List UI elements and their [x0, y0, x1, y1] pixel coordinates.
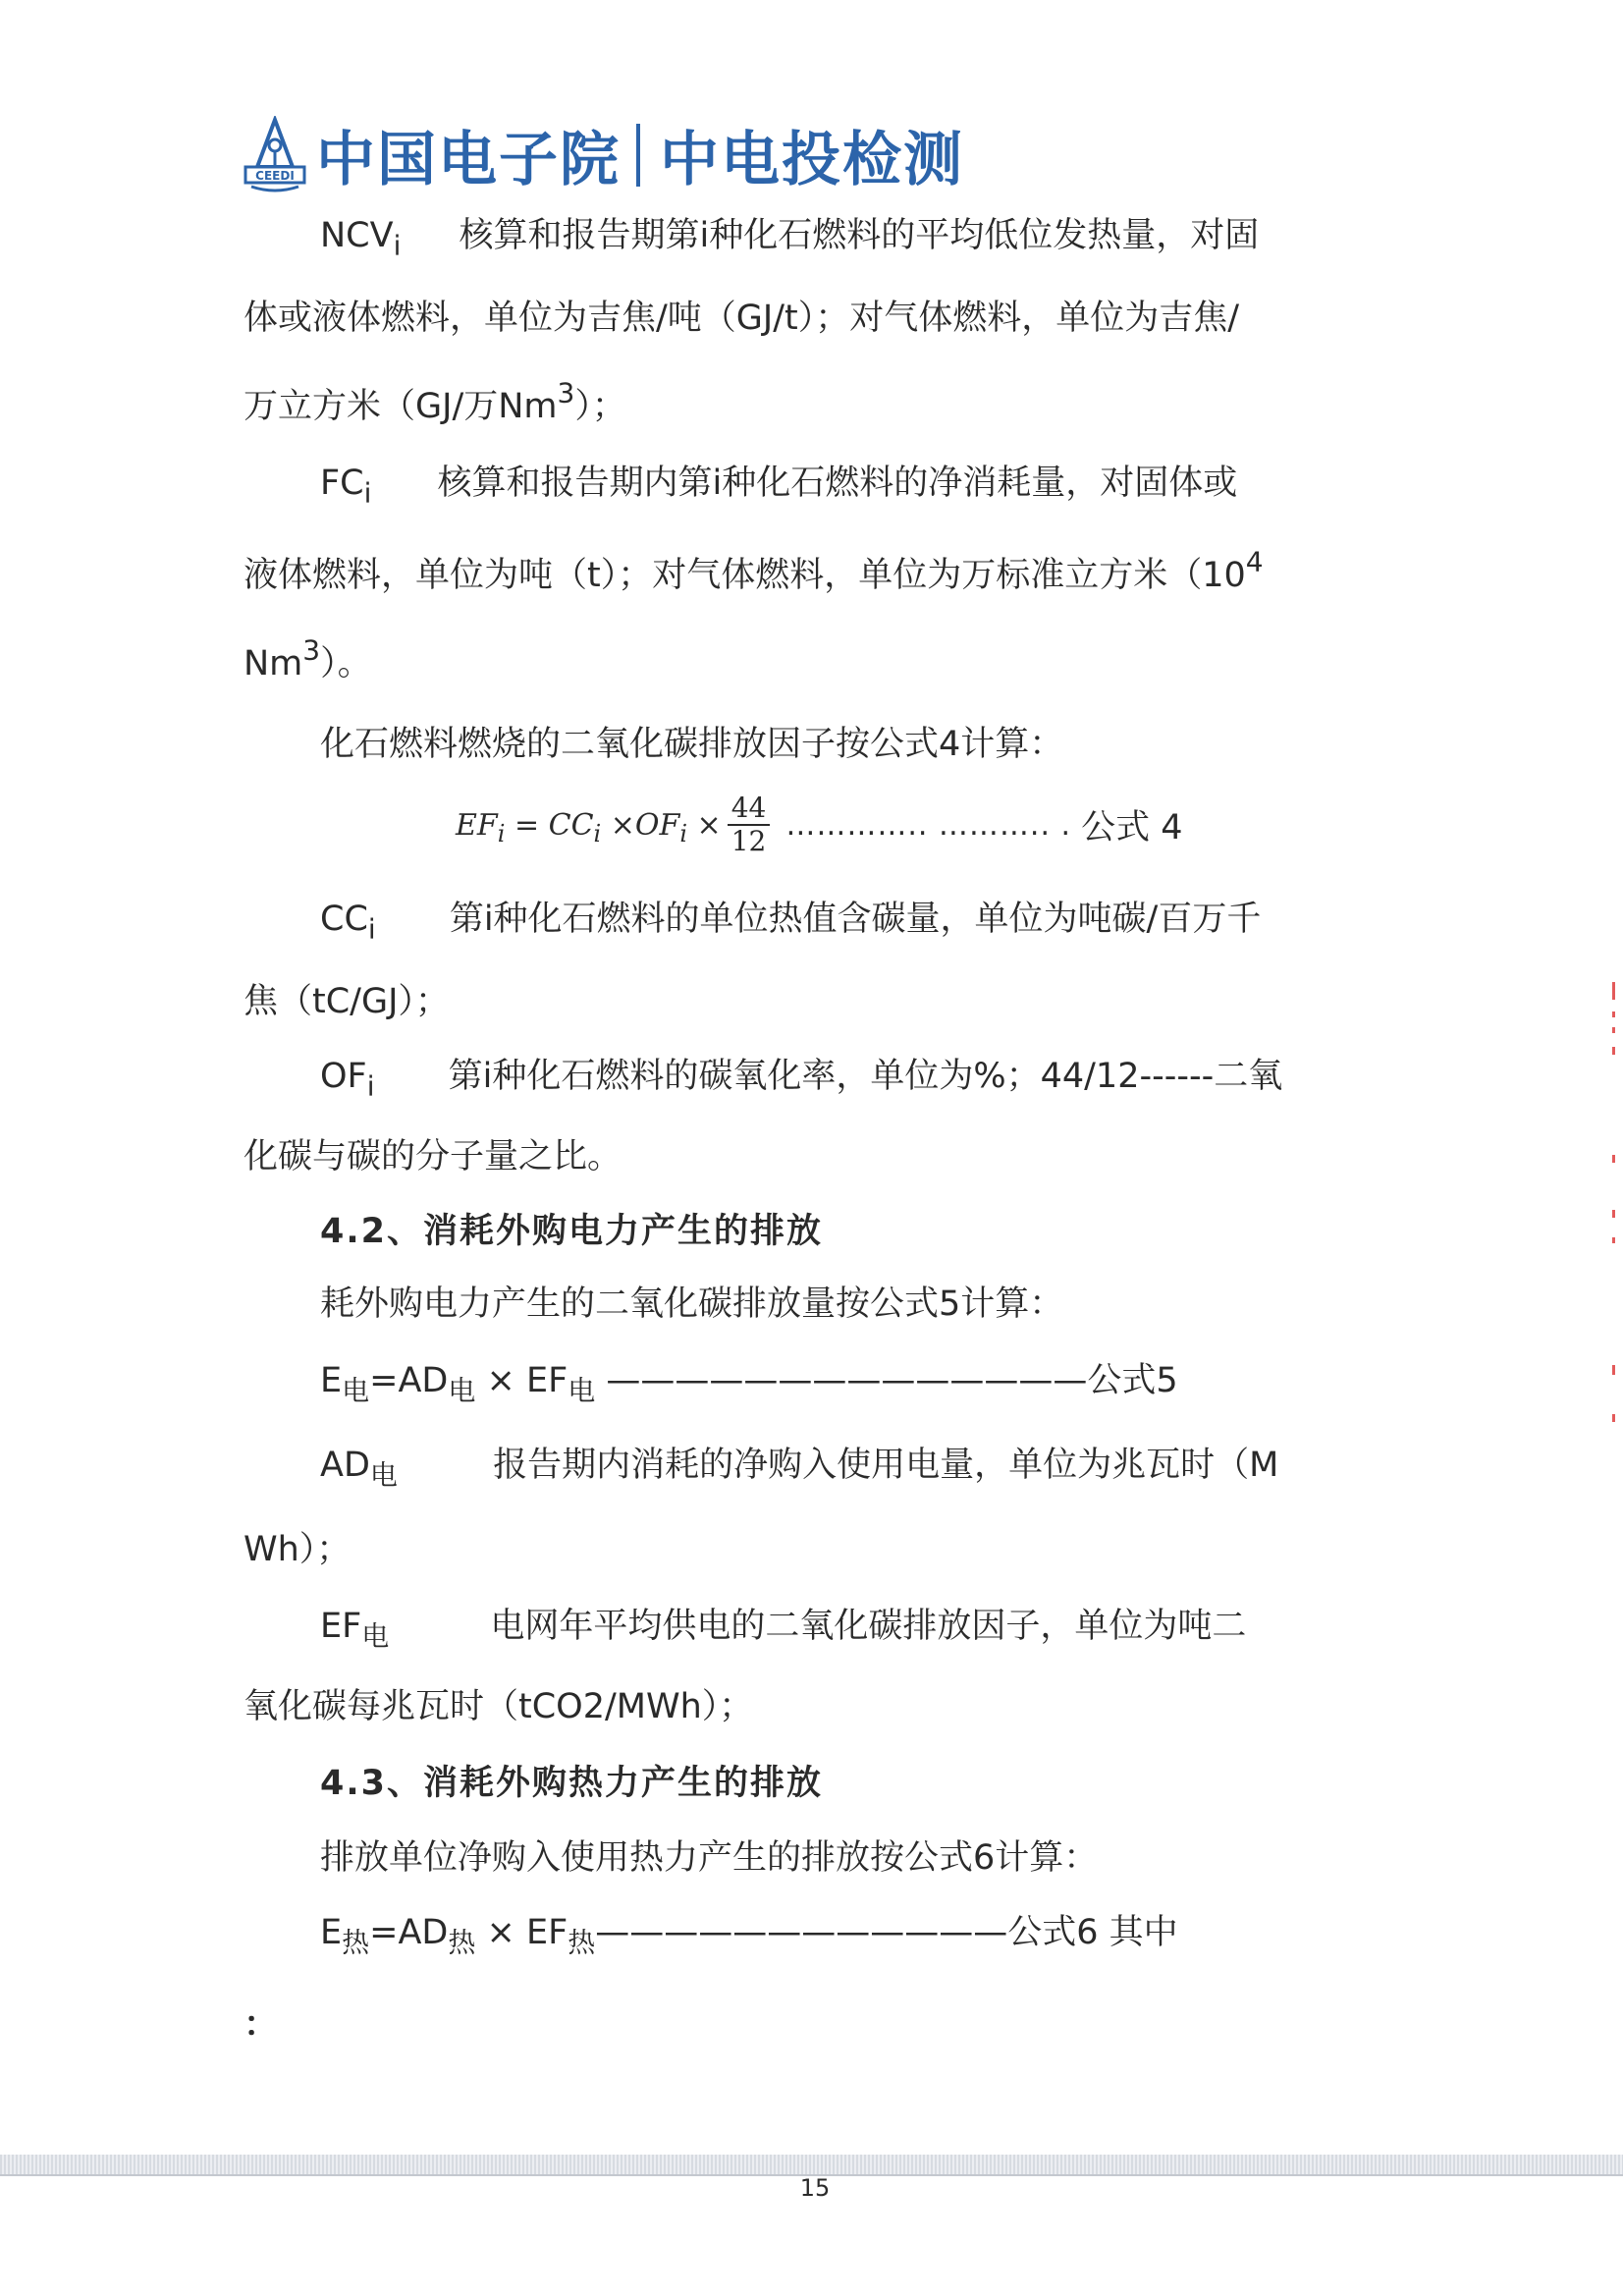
ef-elec-subscript: 电 [361, 1619, 390, 1653]
formula-4-leader-dots: ………….. ……….. . [785, 807, 1072, 843]
ncv-continuation-2 [243, 376, 626, 428]
fc-unit-nm: Nm [243, 644, 303, 683]
electricity-intro: 耗外购电力产生的二氧化碳排放量按公式5计算： [320, 1285, 1064, 1324]
formula-4 [456, 786, 1183, 864]
formula-4-cc-sub: i [593, 819, 602, 847]
of-symbol: OF [320, 1057, 367, 1096]
ef-elec-symbol: EF [320, 1607, 362, 1646]
header-logo [242, 116, 964, 194]
footer-band [0, 2155, 1623, 2174]
edge-mark [1612, 1027, 1615, 1033]
edge-mark [1612, 1011, 1615, 1017]
ncv-subscript: i [393, 229, 402, 262]
fc-continuation-1 [243, 545, 1264, 597]
ad-subscript: 电 [369, 1458, 398, 1492]
cc-line [320, 898, 1262, 946]
formula-6-label: ————————————公式6 其中 [595, 1913, 1178, 1952]
formula-4-of: ×OF [601, 807, 680, 843]
cc-continuation: 焦（tC/GJ）； [243, 982, 450, 1021]
formula-5-sub-2: 电 [448, 1374, 476, 1407]
edge-mark [1612, 1365, 1615, 1375]
formula-4-expression [456, 807, 722, 847]
formula-6-e: E [320, 1913, 343, 1952]
heat-intro: 排放单位净购入使用热力产生的排放按公式6计算： [320, 1838, 1099, 1878]
section-4-3-heading: 4.3、消耗外购热力产生的排放 [320, 1764, 824, 1803]
ncv-unit-tail: ）； [574, 387, 626, 426]
cc-symbol: CC [320, 900, 368, 939]
ncv-continuation-1: 体或液体燃料，单位为吉焦/吨（GJ/t）；对气体燃料，单位为吉焦/ [243, 299, 1240, 338]
formula-5-label: ——————————————公式5 [595, 1361, 1178, 1400]
page-number: 15 [799, 2174, 831, 2202]
ef-elec-definition: 电网年平均供电的二氧化碳排放因子，单位为吨二 [490, 1607, 1247, 1646]
of-continuation: 化碳与碳的分子量之比。 [243, 1137, 622, 1176]
formula-4-label: 公式 4 [1081, 808, 1183, 847]
edge-mark [1612, 1210, 1615, 1218]
fraction-numerator: 44 [728, 793, 771, 826]
ad-definition: 报告期内消耗的净购入使用电量，单位为兆瓦时（M [493, 1446, 1279, 1485]
edge-mark [1612, 1237, 1615, 1243]
svg-text:CEEDI: CEEDI [255, 169, 295, 183]
edge-mark [1612, 1414, 1615, 1422]
ef-elec-line [320, 1605, 1247, 1653]
formula-4-times: × [687, 807, 722, 843]
ncv-unit-superscript: 3 [557, 376, 575, 410]
edge-mark [1612, 1155, 1615, 1163]
fc-definition: 核算和报告期内第i种化石燃料的净消耗量，对固体或 [437, 464, 1238, 503]
ad-symbol: AD [320, 1446, 370, 1485]
ceedi-emblem-icon [242, 116, 308, 194]
ef-intro: 化石燃料燃烧的二氧化碳排放因子按公式4计算： [320, 725, 1064, 764]
formula-6-sub-1: 热 [342, 1926, 370, 1959]
formula-4-cc: = CC [505, 807, 594, 843]
ncv-unit-text: 万立方米（GJ/万Nm [243, 387, 558, 426]
of-definition: 第i种化石燃料的碳氧化率，单位为%；44/12------二氧 [448, 1057, 1283, 1096]
fc-subscript: i [363, 476, 372, 510]
ncv-symbol: NCV [320, 216, 394, 255]
ad-continuation: Wh）； [243, 1530, 352, 1569]
formula-5-ef: × EF [475, 1361, 568, 1400]
fc-continuation-2 [243, 633, 372, 685]
formula-5-sub-3: 电 [568, 1374, 596, 1407]
formula-6-sub-2: 热 [448, 1926, 476, 1959]
ad-line [320, 1444, 1279, 1492]
formula-6 [320, 1911, 1178, 1959]
section-4-2-heading: 4.2、消耗外购电力产生的排放 [320, 1212, 824, 1251]
brand-name-left: 中国电子院 [316, 126, 621, 194]
formula-6-ef: × EF [475, 1913, 568, 1952]
trailing-colon: ： [243, 2005, 279, 2045]
fc-symbol: FC [320, 464, 364, 503]
ef-elec-continuation: 氧化碳每兆瓦时（tCO2/MWh）； [243, 1687, 754, 1726]
brand-name-right: 中电投检测 [660, 126, 964, 194]
cc-subscript: i [367, 912, 376, 946]
formula-4-of-sub: i [679, 819, 687, 847]
edge-mark [1612, 1047, 1615, 1055]
fraction-denominator: 12 [730, 825, 767, 857]
fc-line [320, 462, 1238, 510]
edge-mark [1612, 982, 1615, 1000]
of-line [320, 1055, 1283, 1103]
fc-unit-nm-superscript: 3 [302, 633, 321, 667]
formula-5-e: E [320, 1361, 343, 1400]
formula-6-ad: =AD [369, 1913, 449, 1952]
formula-5 [320, 1359, 1178, 1407]
formula-5-ad: =AD [369, 1361, 449, 1400]
formula-6-sub-3: 热 [568, 1926, 596, 1959]
fc-unit-superscript: 4 [1245, 545, 1264, 578]
cc-definition: 第i种化石燃料的单位热值含碳量，单位为吨碳/百万千 [449, 900, 1262, 939]
formula-4-fraction [728, 793, 771, 857]
formula-4-lhs: EF [456, 807, 498, 843]
brand-separator [636, 124, 640, 187]
fc-unit-text: 液体燃料，单位为吨（t）；对气体燃料，单位为万标准立方米（10 [243, 556, 1246, 595]
formula-4-lhs-sub: i [497, 819, 506, 847]
ncv-definition: 核算和报告期第i种化石燃料的平均低位发热量，对固 [459, 216, 1260, 255]
of-subscript: i [366, 1069, 375, 1103]
formula-5-sub-1: 电 [342, 1374, 370, 1407]
ncv-line [320, 214, 1260, 262]
fc-unit-tail: ）。 [320, 644, 372, 683]
